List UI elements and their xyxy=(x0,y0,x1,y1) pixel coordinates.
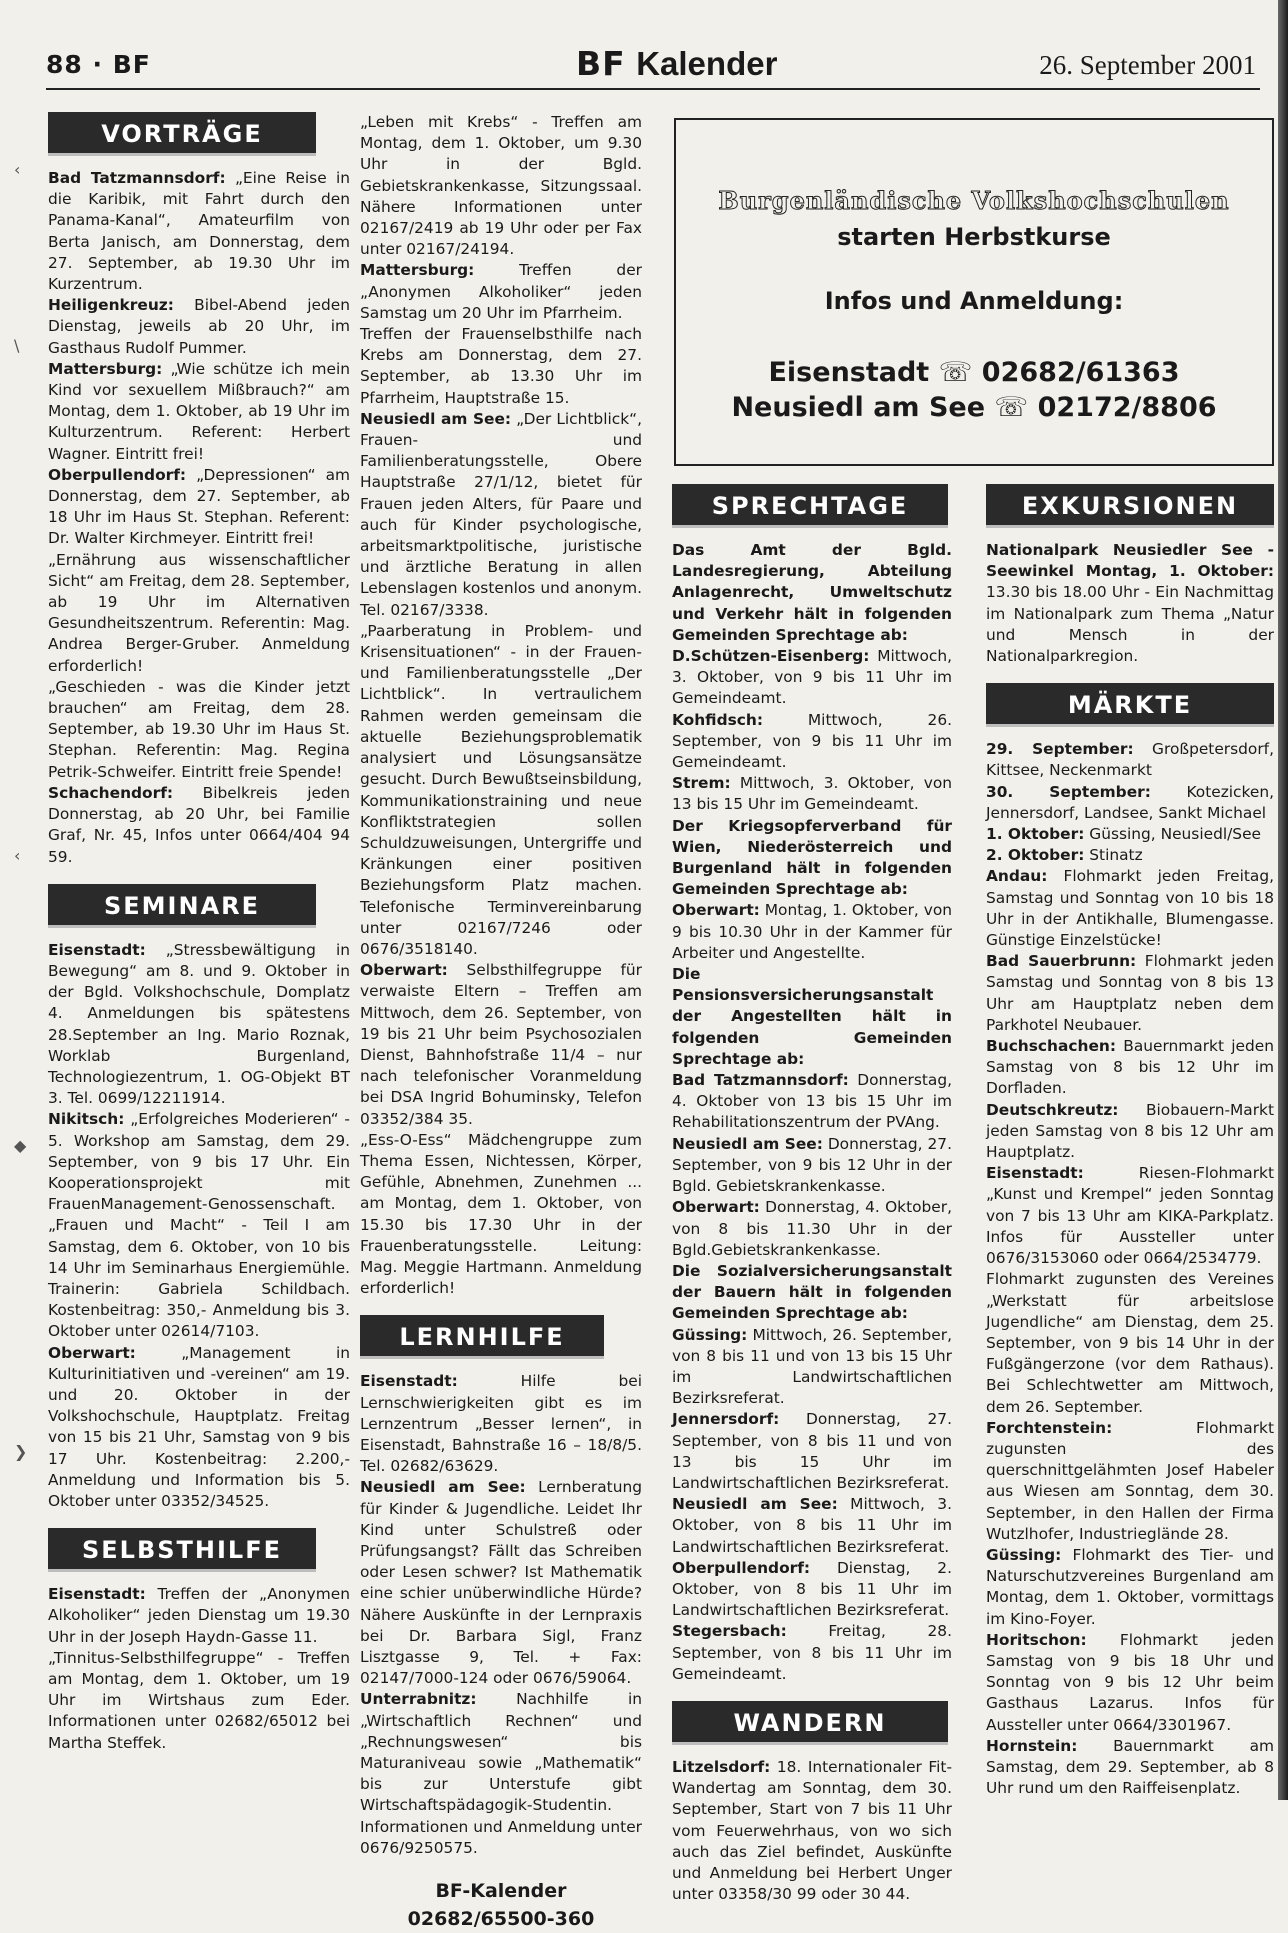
section-title-vortraege: VORTRÄGE xyxy=(48,112,316,156)
calendar-entry xyxy=(672,1558,952,1622)
entry-place: Die Pensionsversicherungsanstalt der Angestellten hält in folgenden Gemeinden Sprechtage ab: xyxy=(672,965,952,1068)
masthead xyxy=(576,44,777,83)
calendar-entry xyxy=(986,951,1274,1036)
calendar-entry xyxy=(48,1109,350,1215)
entry-place: Neusiedl am See: xyxy=(672,1495,838,1514)
column-3 xyxy=(672,484,952,1905)
calendar-entry xyxy=(986,540,1274,667)
entry-place: D.Schützen-Eisenberg: xyxy=(672,647,870,666)
entry-place: Strem: xyxy=(672,774,731,793)
vhs-phone-neusiedl: Neusiedl am See ☏ 02172/8806 xyxy=(731,392,1217,423)
entry-text: Flohmarkt jeden Samstag und Sonntag von 8 bis 13 Uhr am Hauptplatz neben dem Parkhotel Neubauer. xyxy=(986,952,1274,1034)
calendar-entry xyxy=(48,295,350,359)
entry-text: Bauernmarkt am Samstag, dem 29. September, ab 8 Uhr rund um den Raiffeisenplatz. xyxy=(986,1736,1274,1798)
entry-text: „Ernährung aus wissenschaftlicher Sicht“ am Freitag, dem 28. September, ab 19 Uhr im Alternativen Gesundheitszentrum. Referentin: Mag. Andrea Berger-Gruber. Anmeldung erforderlich! xyxy=(48,550,350,675)
entry-place: Oberwart: xyxy=(672,901,760,920)
entry-place: Nikitsch: xyxy=(48,1110,125,1129)
calendar-entry xyxy=(360,1689,642,1859)
entry-text: „Leben mit Krebs“ - Treffen am Montag, dem 1. Oktober, um 9.30 Uhr in der Bgld. Gebietskrankenkasse, Sitzungssaal. Nähere Informationen unter 02167/2419 ab 19 Uhr oder per Fax unter 02167/24194. xyxy=(360,113,642,259)
calendar-entry xyxy=(360,324,642,409)
calendar-entry xyxy=(986,824,1274,845)
entry-text: Bibel-Abend jeden Dienstag, jeweils ab 20 Uhr, im Gasthaus Rudolf Pummer. xyxy=(48,296,350,357)
bf-kalender-phone: 02682/65500-360 xyxy=(407,1908,595,1931)
entry-text: Flohmarkt jeden Samstag von 9 bis 18 Uhr und Sonntag von 9 bis 12 Uhr beim Gasthaus Lazarus. Infos für Aussteller unter 0664/3301967. xyxy=(986,1630,1274,1734)
entry-place: Oberwart: xyxy=(360,961,448,980)
entry-text: „Wie schütze ich mein Kind vor sexuellem Mißbrauch?“ am Montag, dem 1. Oktober, ab 19 Uhr im Kulturzentrum. Referent: Herbert Wagner. Eintritt frei! xyxy=(48,359,350,463)
entry-place: Forchtenstein: xyxy=(986,1418,1113,1437)
calendar-entry xyxy=(672,710,952,774)
entry-text: Großpetersdorf, Kittsee, Neckenmarkt xyxy=(986,740,1274,780)
margin-mark: ❯ xyxy=(14,1442,28,1461)
entry-place: Litzelsdorf: xyxy=(672,1757,771,1776)
vhs-phone-eisenstadt: Eisenstadt ☏ 02682/61363 xyxy=(768,357,1180,388)
entry-place: 30. September: xyxy=(986,782,1151,801)
entry-place: Bad Sauerbrunn: xyxy=(986,952,1137,971)
calendar-entry xyxy=(672,1621,952,1685)
vhs-info-label: Infos und Anmeldung: xyxy=(824,287,1124,315)
entry-text: Güssing, Neusiedl/See xyxy=(1084,825,1262,844)
section-title-selbsthilfe: SELBSTHILFE xyxy=(48,1528,316,1572)
calendar-entry xyxy=(986,739,1274,781)
calendar-entry xyxy=(360,409,642,621)
entry-place: Eisenstadt: xyxy=(48,940,146,959)
section-title-sprechtage: SPRECHTAGE xyxy=(672,484,948,528)
entry-text: Donnerstag, 4. Oktober, von 8 bis 11.30 Uhr in der Bgld.Gebietskrankenkasse. xyxy=(672,1198,952,1259)
entry-text: „Der Lichtblick“, Frauen- und Familienberatungsstelle, Obere Hauptstraße 27/1/12, bietet für Frauen jeden Alters, für Paare und auch für Kinder psychologische, arbeitsmarktpolitische, juristische und ärztliche Beratung in allen Lebenslagen kostenlos und anonym. Tel. 02167/3338. xyxy=(360,409,642,619)
vhs-subtitle: starten Herbstkurse xyxy=(837,223,1111,251)
calendar-entry xyxy=(48,1584,350,1648)
entry-place: Güssing: xyxy=(672,1325,748,1344)
entry-text: Donnerstag, 27. September, von 9 bis 12 Uhr in der Bgld. Gebietskrankenkasse. xyxy=(672,1134,952,1196)
calendar-entry xyxy=(360,260,642,324)
entry-place: Der Kriegsopferverband für Wien, Niederösterreich und Burgenland hält in folgenden Gemeinden Sprechtage ab: xyxy=(672,816,952,899)
entry-place: 1. Oktober: xyxy=(986,825,1085,844)
calendar-entry xyxy=(48,550,350,677)
calendar-entry xyxy=(48,359,350,465)
entry-text: Mittwoch, 26. September, von 8 bis 11 und von 13 bis 15 Uhr im Landwirtschaftlichen Bezirksreferat. xyxy=(672,1325,952,1408)
page-header xyxy=(46,42,1260,90)
entry-text: Mittwoch, 3. Oktober, von 13 bis 15 Uhr im Gemeindeamt. xyxy=(672,774,952,814)
entry-place: Oberwart: xyxy=(672,1198,760,1217)
entry-place: Neusiedl am See: xyxy=(360,1478,526,1497)
entry-text: „Eine Reise in die Karibik, mit Fahrt durch den Panama-Kanal“, Amateurfilm von Berta Janisch, am Donnerstag, dem 27. September, ab 19.30 Uhr im Kurzentrum. xyxy=(48,169,350,294)
entry-place: Jennersdorf: xyxy=(672,1410,780,1429)
entry-place: Bad Tatzmannsdorf: xyxy=(48,169,226,187)
entry-text: 18. Internationaler Fit-Wandertag am Sonntag, dem 30. September, Start von 7 bis 11 Uhr vom Feuerwehrhaus, von wo sich auch das Ziel befindet, Auskünfte und Anmeldung bei Herbert Unger unter 03358/30 99 oder 30 44. xyxy=(672,1757,952,1904)
entry-place: Eisenstadt: xyxy=(986,1164,1084,1183)
calendar-entry xyxy=(672,1261,952,1325)
calendar-entry xyxy=(48,940,350,1110)
bf-kalender-contact xyxy=(360,1877,642,1933)
page-edge xyxy=(1278,0,1288,1800)
calendar-entry xyxy=(672,1409,952,1494)
calendar-entry xyxy=(986,1269,1274,1417)
sprechtage-list xyxy=(672,540,952,1685)
section-title-lernhilfe: LERNHILFE xyxy=(360,1315,604,1359)
masthead-kalender: Kalender xyxy=(636,45,778,82)
margin-mark: \ xyxy=(14,336,20,355)
bf-kalender-title: BF-Kalender xyxy=(435,1880,567,1903)
entry-text: Selbsthilfegruppe für verwaiste Eltern – Treffen am Mittwoch, dem 26. September, von 19 bis 21 Uhr beim Psychosozialen Dienst, Bahnhofstraße 11/4 – nur nach telefonischer Voranmeldung bei DSA Ingrid Bohuminsky, Telefon 03352/384 35. xyxy=(360,961,642,1128)
entry-text: Montag, 1. Oktober, von 9 bis 10.30 Uhr in der Kammer für Arbeiter und Angestellte. xyxy=(672,901,952,962)
entry-text: Treffen der Frauenselbsthilfe nach Krebs am Donnerstag, dem 27. September, ab 13.30 Uhr im Pfarrheim, Hauptstraße 15. xyxy=(360,325,642,407)
calendar-entry xyxy=(672,1494,952,1558)
calendar-entry xyxy=(986,845,1274,866)
entry-place: Stegersbach: xyxy=(672,1622,787,1641)
calendar-entry xyxy=(48,783,350,868)
calendar-entry xyxy=(360,112,642,260)
masthead-bf: BF xyxy=(576,44,626,83)
entry-text: „Stressbewältigung in Bewegung“ am 8. und 9. Oktober in der Bgld. Volkshochschule, Domplatz 4. Anmeldungen bis spätestens 28.September an Ing. Mario Roznak, Worklab Burgenland, Technologiezentrum, 1. OG-Objekt BT 3. Tel. 0699/12211914. xyxy=(48,940,350,1108)
seminare-list xyxy=(48,940,350,1512)
entry-place: Oberpullendorf: xyxy=(672,1558,811,1577)
vortraege-list xyxy=(48,168,350,868)
entry-text: „Erfolgreiches Moderieren“ - 5. Workshop am Samstag, dem 29. September, von 9 bis 17 Uhr. Ein Kooperationsprojekt mit FrauenManagement-Genossenschaft. xyxy=(48,1110,350,1214)
entry-place: 29. September: xyxy=(986,740,1134,759)
entry-text: Mittwoch, 3. Oktober, von 9 bis 11 Uhr im Gemeindeamt. xyxy=(672,647,952,708)
entry-place: Die Sozialversicherungsanstalt der Bauern hält in folgenden Gemeinden Sprechtage ab: xyxy=(672,1261,952,1323)
entry-place: Bad Tatzmannsdorf: xyxy=(672,1071,849,1090)
entry-place: Eisenstadt: xyxy=(48,1585,146,1604)
entry-place: Mattersburg: xyxy=(360,261,475,280)
lernhilfe-list xyxy=(360,1371,642,1859)
entry-text: 13.30 bis 18.00 Uhr - Ein Nachmittag im Nationalpark zum Thema „Natur und Mensch in der Nationalparkregion. xyxy=(986,583,1274,666)
entry-place: Andau: xyxy=(986,867,1048,886)
column-4 xyxy=(986,484,1274,1799)
calendar-entry xyxy=(48,168,350,295)
page-number: 88 · BF xyxy=(46,50,151,79)
calendar-entry xyxy=(672,1070,952,1134)
entry-place: Neusiedl am See: xyxy=(672,1134,823,1153)
calendar-entry xyxy=(672,964,952,1070)
column-2 xyxy=(360,112,642,1933)
exkursionen-list xyxy=(986,540,1274,667)
calendar-entry xyxy=(672,646,952,710)
issue-date: 26. September 2001 xyxy=(1039,50,1256,80)
calendar-entry xyxy=(672,1134,952,1198)
wandern-list xyxy=(672,1757,952,1905)
entry-text: „Management in Kulturinitiativen und -vereinen“ am 19. und 20. Oktober in der Volkshochschule, Hauptplatz. Freitag von 15 bis 21 Uhr, Samstag von 9 bis 17 Uhr. Kostenbeitrag: 2.200,- Anmeldung und Information bis 5. Oktober unter 03352/34525. xyxy=(48,1343,350,1510)
entry-text: Riesen-Flohmarkt „Kunst und Krempel“ jeden Sonntag von 7 bis 13 Uhr am KIKA-Parkplatz. Infos für Aussteller unter 0676/3153060 oder 0664/2534779. xyxy=(986,1164,1274,1268)
entry-place: Deutschkreutz: xyxy=(986,1100,1119,1119)
calendar-entry xyxy=(360,621,642,960)
entry-text: „Depressionen“ am Donnerstag, dem 27. September, ab 18 Uhr im Haus St. Stephan. Referent: Dr. Walter Kirchmeyer. Eintritt frei! xyxy=(48,465,350,548)
calendar-entry xyxy=(48,1648,350,1754)
calendar-entry xyxy=(360,1130,642,1300)
calendar-entry xyxy=(986,1163,1274,1269)
entry-text: Stinatz xyxy=(1084,846,1143,865)
entry-place: Güssing: xyxy=(986,1545,1062,1564)
entry-place: Mattersburg: xyxy=(48,359,163,378)
entry-place: Hornstein: xyxy=(986,1736,1078,1755)
entry-place: Oberwart: xyxy=(48,1343,136,1362)
vhs-title: Burgenländische Volkshochschulen xyxy=(718,186,1230,215)
entry-text: „Ess-O-Ess“ Mädchengruppe zum Thema Essen, Nichtessen, Körper, Gefühle, Abnehmen, Zunehmen ... am Montag, dem 1. Oktober, von 15.30 bis 17.30 Uhr in der Frauenberatungsstelle. Leitung: Mag. Meggie Hartmann. Anmeldung erforderlich! xyxy=(360,1130,642,1298)
calendar-entry xyxy=(986,1418,1274,1545)
entry-text: Flohmarkt jeden Freitag, Samstag und Sonntag von 10 bis 18 Uhr in der Antikhalle, Blumengasse. Günstige Einzelstücke! xyxy=(986,867,1274,950)
entry-text: „Frauen und Macht“ - Teil I am Samstag, dem 6. Oktober, von 10 bis 14 Uhr im Seminarhaus Energiemühle. Trainerin: Gabriela Schildbach. Kostenbeitrag: 350,- Anmeldung bis 3. Oktober unter 02614/7103. xyxy=(48,1216,350,1341)
entry-place: Buchschachen: xyxy=(986,1037,1117,1056)
entry-text: Bauernmarkt jeden Samstag von 8 bis 12 Uhr im Dorfladen. xyxy=(986,1037,1274,1098)
entry-place: Heiligenkreuz: xyxy=(48,296,174,315)
entry-place: 2. Oktober: xyxy=(986,846,1085,865)
entry-text: Flohmarkt zugunsten des querschnittgelähmten Josef Habeler aus Wiesen am Sonntag, dem 30. September, in den Hallen der Firma Wutzlhofer, Industrieglände 28. xyxy=(986,1418,1274,1543)
entry-text: Kotezicken, Jennersdorf, Landsee, Sankt Michael xyxy=(986,782,1274,822)
calendar-entry xyxy=(986,1630,1274,1736)
calendar-entry xyxy=(48,677,350,783)
entry-place: Eisenstadt: xyxy=(360,1372,458,1391)
calendar-entry xyxy=(672,540,952,646)
section-title-maerkte: MÄRKTE xyxy=(986,683,1274,727)
entry-place: Unterrabnitz: xyxy=(360,1690,477,1709)
calendar-entry xyxy=(672,816,952,901)
calendar-entry xyxy=(360,960,642,1130)
section-title-exkursionen: EXKURSIONEN xyxy=(986,484,1274,528)
calendar-entry xyxy=(672,1757,952,1905)
margin-mark: ‹ xyxy=(14,160,21,179)
entry-text: Flohmarkt zugunsten des Vereines „Werkstatt für arbeitslose Jugendliche“ am Dienstag, dem 25. September, von 9 bis 14 Uhr in der Fußgängerzone (vor dem Rathaus). Bei Schlechtwetter am Mittwoch, dem 26. September. xyxy=(986,1270,1274,1416)
column-1 xyxy=(48,112,350,1754)
entry-text: Biobauern-Markt jeden Samstag von 8 bis 12 Uhr am Hauptplatz. xyxy=(986,1100,1274,1162)
selbsthilfe-list xyxy=(48,1584,350,1754)
calendar-entry xyxy=(986,1545,1274,1630)
calendar-entry xyxy=(48,465,350,550)
entry-text: „Tinnitus-Selbsthilfegruppe“ - Treffen am Montag, dem 1. Oktober, um 19 Uhr im Wirtshaus zum Eder. Informationen unter 02682/65012 bei Martha Steffek. xyxy=(48,1648,350,1752)
calendar-entry xyxy=(986,866,1274,951)
entry-text: „Geschieden - was die Kinder jetzt brauchen“ am Freitag, dem 28. September, ab 19.30 Uhr im Haus St. Stephan. Referentin: Mag. Regina Petrik-Schweifer. Eintritt freie Spende! xyxy=(48,677,350,781)
entry-place: Das Amt der Bgld. Landesregierung, Abteilung Anlagenrecht, Umweltschutz und Verkehr hält in folgenden Gemeinden Sprechtage ab: xyxy=(672,541,952,644)
margin-mark: ‹ xyxy=(14,846,21,865)
entry-place: Neusiedl am See: xyxy=(360,409,512,428)
calendar-entry xyxy=(672,900,952,964)
entry-text: „Paarberatung in Problem- und Krisensituationen“ - in der Frauen- und Familienberatungsstelle „Der Lichtblick“. In vertraulichem Rahmen werden gemeinsam die aktuelle Beziehungsproblematik analysiert und Lösungsansätze gesucht. Durch Bewußtseinsbildung, Kommunikationstraining und neue Konfliktstrategien sollen Schuldzuweisungen, Untergriffe und Kränkungen einer positiven Beziehungsform Platz machen. Telefonische Terminvereinbarung unter 02167/7246 oder 0676/3518140. xyxy=(360,621,642,958)
entry-text: Flohmarkt des Tier- und Naturschutzvereines Burgenland am Montag, dem 1. Oktober, vormittags im Kino-Foyer. xyxy=(986,1545,1274,1628)
entry-place: Kohfidsch: xyxy=(672,710,764,729)
maerkte-list xyxy=(986,739,1274,1799)
entry-text: Donnerstag, 27. September, von 8 bis 11 und von 13 bis 15 Uhr im Landwirtschaftlichen Bezirksreferat. xyxy=(672,1410,952,1492)
selbsthilfe-continued-list xyxy=(360,112,642,1299)
entry-text: Dienstag, 2. Oktober, von 8 bis 11 Uhr im Landwirtschaftlichen Bezirksreferat. xyxy=(672,1558,952,1620)
entry-text: Treffen der „Anonymen Alkoholiker“ jeden Dienstag um 19.30 Uhr in der Joseph Haydn-Gasse 11. xyxy=(48,1585,350,1646)
entry-text: Freitag, 28. September, von 8 bis 11 Uhr im Gemeindeamt. xyxy=(672,1622,952,1683)
calendar-entry xyxy=(986,1736,1274,1800)
calendar-entry xyxy=(672,1325,952,1410)
section-title-seminare: SEMINARE xyxy=(48,884,316,928)
section-title-wandern: WANDERN xyxy=(672,1701,948,1745)
entry-text: Mittwoch, 3. Oktober, von 8 bis 11 Uhr im Landwirtschaftlichen Bezirksreferat. xyxy=(672,1495,952,1556)
calendar-entry xyxy=(360,1371,642,1477)
entry-text: Lernberatung für Kinder & Jugendliche. Leidet Ihr Kind unter Schulstreß oder Prüfungsangst? Fällt das Schreiben oder Lesen schwer? Ist Mathematik eine schier unüberwindliche Hürde? Nähere Auskünfte in der Lernpraxis bei Dr. Barbara Sigl, Franz Lisztgasse 9, Tel. + Fax: 02147/7000-124 oder 0676/59064. xyxy=(360,1478,642,1688)
entry-place: Horitschon: xyxy=(986,1630,1087,1649)
entry-place: Nationalpark Neusiedler See - Seewinkel Montag, 1. Oktober: xyxy=(986,541,1274,581)
calendar-entry xyxy=(986,782,1274,824)
calendar-entry xyxy=(986,1036,1274,1100)
calendar-entry xyxy=(672,773,952,815)
entry-place: Oberpullendorf: xyxy=(48,465,187,484)
entry-text: Mittwoch, 26. September, von 9 bis 11 Uhr im Gemeindeamt. xyxy=(672,710,952,772)
calendar-entry xyxy=(48,1215,350,1342)
entry-text: Hilfe bei Lernschwierigkeiten gibt es im Lernzentrum „Besser lernen“, in Eisenstadt, Bahnstraße 16 – 18/8/5. Tel. 02682/63629. xyxy=(360,1372,642,1476)
calendar-entry xyxy=(986,1100,1274,1164)
entry-text: Treffen der „Anonymen Alkoholiker“ jeden Samstag um 20 Uhr im Pfarrheim. xyxy=(360,261,642,322)
entry-text: Donnerstag, 4. Oktober von 13 bis 15 Uhr im Rehabilitationszentrum der PVAng. xyxy=(672,1071,952,1132)
calendar-entry xyxy=(360,1477,642,1689)
entry-text: Nachhilfe in „Wirtschaftlich Rechnen“ und „Rechnungswesen“ bis Maturaniveau sowie „Mathematik“ bis zur Unterstufe gibt Wirtschaftspädagogik-Studentin. Informationen und Anmeldung unter 0676/9250575. xyxy=(360,1690,642,1857)
entry-text: Bibelkreis jeden Donnerstag, ab 20 Uhr, bei Familie Graf, Nr. 45, Infos unter 0664/404 94 59. xyxy=(48,783,350,866)
entry-place: Schachendorf: xyxy=(48,783,174,802)
margin-mark: ◆ xyxy=(14,1136,27,1155)
calendar-entry xyxy=(672,1197,952,1261)
calendar-entry xyxy=(48,1343,350,1513)
vhs-announcement-box xyxy=(674,118,1274,466)
